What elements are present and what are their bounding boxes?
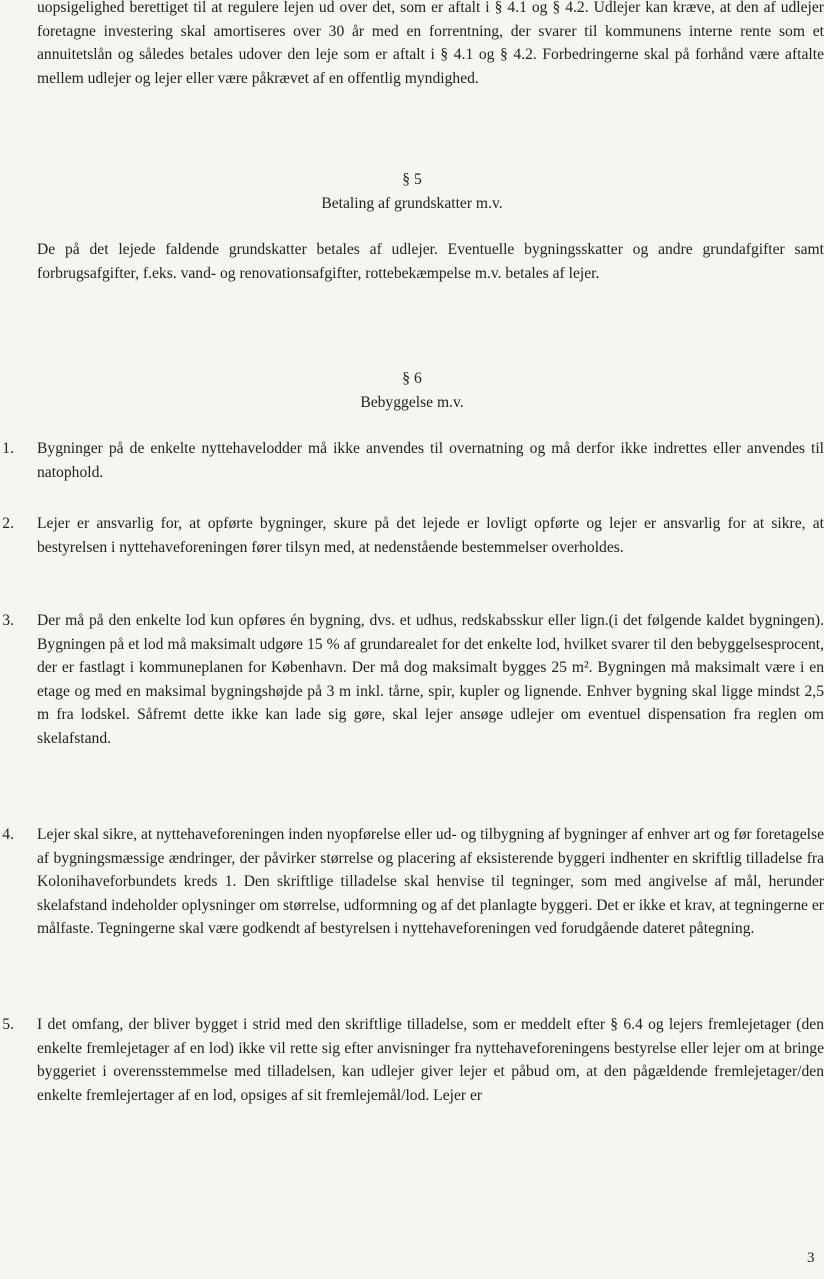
intro-paragraph: uopsigelighed berettiget til at regulere lejen ud over det, som er aftalt i § 4.1 og § 4.2. Udlejer kan kræve, at den af udlejer foretagne investering skal amortiseres over 30 år med en forrentning, der svarer til kommunens interne rente som et annuitetslån og således betales udover den leje som er aftalt i § 4.1 og § 4.2. Forbedringerne skal på forhånd være aftalte mellem udlejer og lejer eller være påkrævet af en offentlig myndighed. [37, 0, 824, 87]
item-text: I det omfang, der bliver bygget i strid med den skriftlige tilladelse, som er meddelt efter § 6.4 og lejers fremlejetager (den enkelte fremlejetager af en lod) ikke vil rette sig efter anvisninger fra nyttehaveforeningens bestyrelse eller lejer om at bringe byggeriet i overensstemmelse med tilladelsen, kan udlejer giver lejer et påbud om, at den pågældende fremlejetager/den enkelte fremlejertager af en lod, opsiges af sit fremlejemål/lod. Lejer er [37, 1016, 824, 1104]
section-5-text: De på det lejede faldende grundskatter betales af udlejer. Eventuelle bygningsskatter og andre grundafgifter samt forbrugsafgifter, f.eks. vand- og renovationsafgifter, rottebekæmpelse m.v. betales af lejer. [37, 241, 824, 282]
item-number: 3. [2, 612, 14, 629]
page-number: 3 [807, 1250, 815, 1266]
section-6-number: § 6 [402, 370, 422, 387]
item-text: Lejer skal sikre, at nyttehaveforeningen inden nyopførelse eller ud- og tilbygning af bygninger af enhver art og før foretagelse af bygningsmæssige ændringer, der påvirker størrelse og placering af eksisterende byggeri indhenter en skriftlig tilladelse fra Kolonihaveforbundets kreds 1. Den skriftlige tilladelse skal henvise til tegninger, som med angivelse af mål, herunder skelafstand indeholder oplysninger om størrelse, udformning og af det planlagte byggeri. Det er ikke et krav, at tegningerne er målfaste. Tegningerne skal være godkendt af bestyrelsen i nyttehaveforeningen ved forudgående dateret påtegning. [37, 826, 824, 937]
item-number: 1. [2, 440, 14, 457]
item-text: Der må på den enkelte lod kun opføres én bygning, dvs. et udhus, redskabsskur eller lign.(i det følgende kaldet bygningen). Bygningen på et lod må maksimalt udgøre 15 % af grundarealet for det enkelte lod, hvilket svarer til den bebyggelsesprocent, der er fastlagt i kommuneplanen for København. Der må dog maksimalt bygges 25 m². Bygningen må maksimalt være i en etage og med en maksimal bygningshøjde på 3 m inkl. tårne, spir, kupler og lignende. Enhver bygning skal ligge mindst 2,5 m fra lodskel. Såfremt dette ikke kan lade sig gøre, skal lejer ansøge udlejer om eventuel dispensation fra reglen om skelafstand. [37, 612, 824, 747]
item-number: 2. [2, 515, 14, 532]
item-number: 4. [2, 826, 14, 843]
item-number: 5. [2, 1016, 14, 1033]
section-5-title: Betaling af grundskatter m.v. [321, 195, 503, 212]
section-6-title: Bebyggelse m.v. [360, 394, 464, 411]
item-text: Lejer er ansvarlig for, at opførte bygninger, skure på det lejede er lovligt opførte og lejer er ansvarlig for at sikre, at bestyrelsen i nyttehaveforeningen fører tilsyn med, at nedenstående bestemmelser overholdes. [37, 515, 824, 556]
item-text: Bygninger på de enkelte nyttehavelodder må ikke anvendes til overnatning og må derfor ikke indrettes eller anvendes til natophold. [37, 440, 824, 481]
section-5-number: § 5 [402, 171, 422, 188]
